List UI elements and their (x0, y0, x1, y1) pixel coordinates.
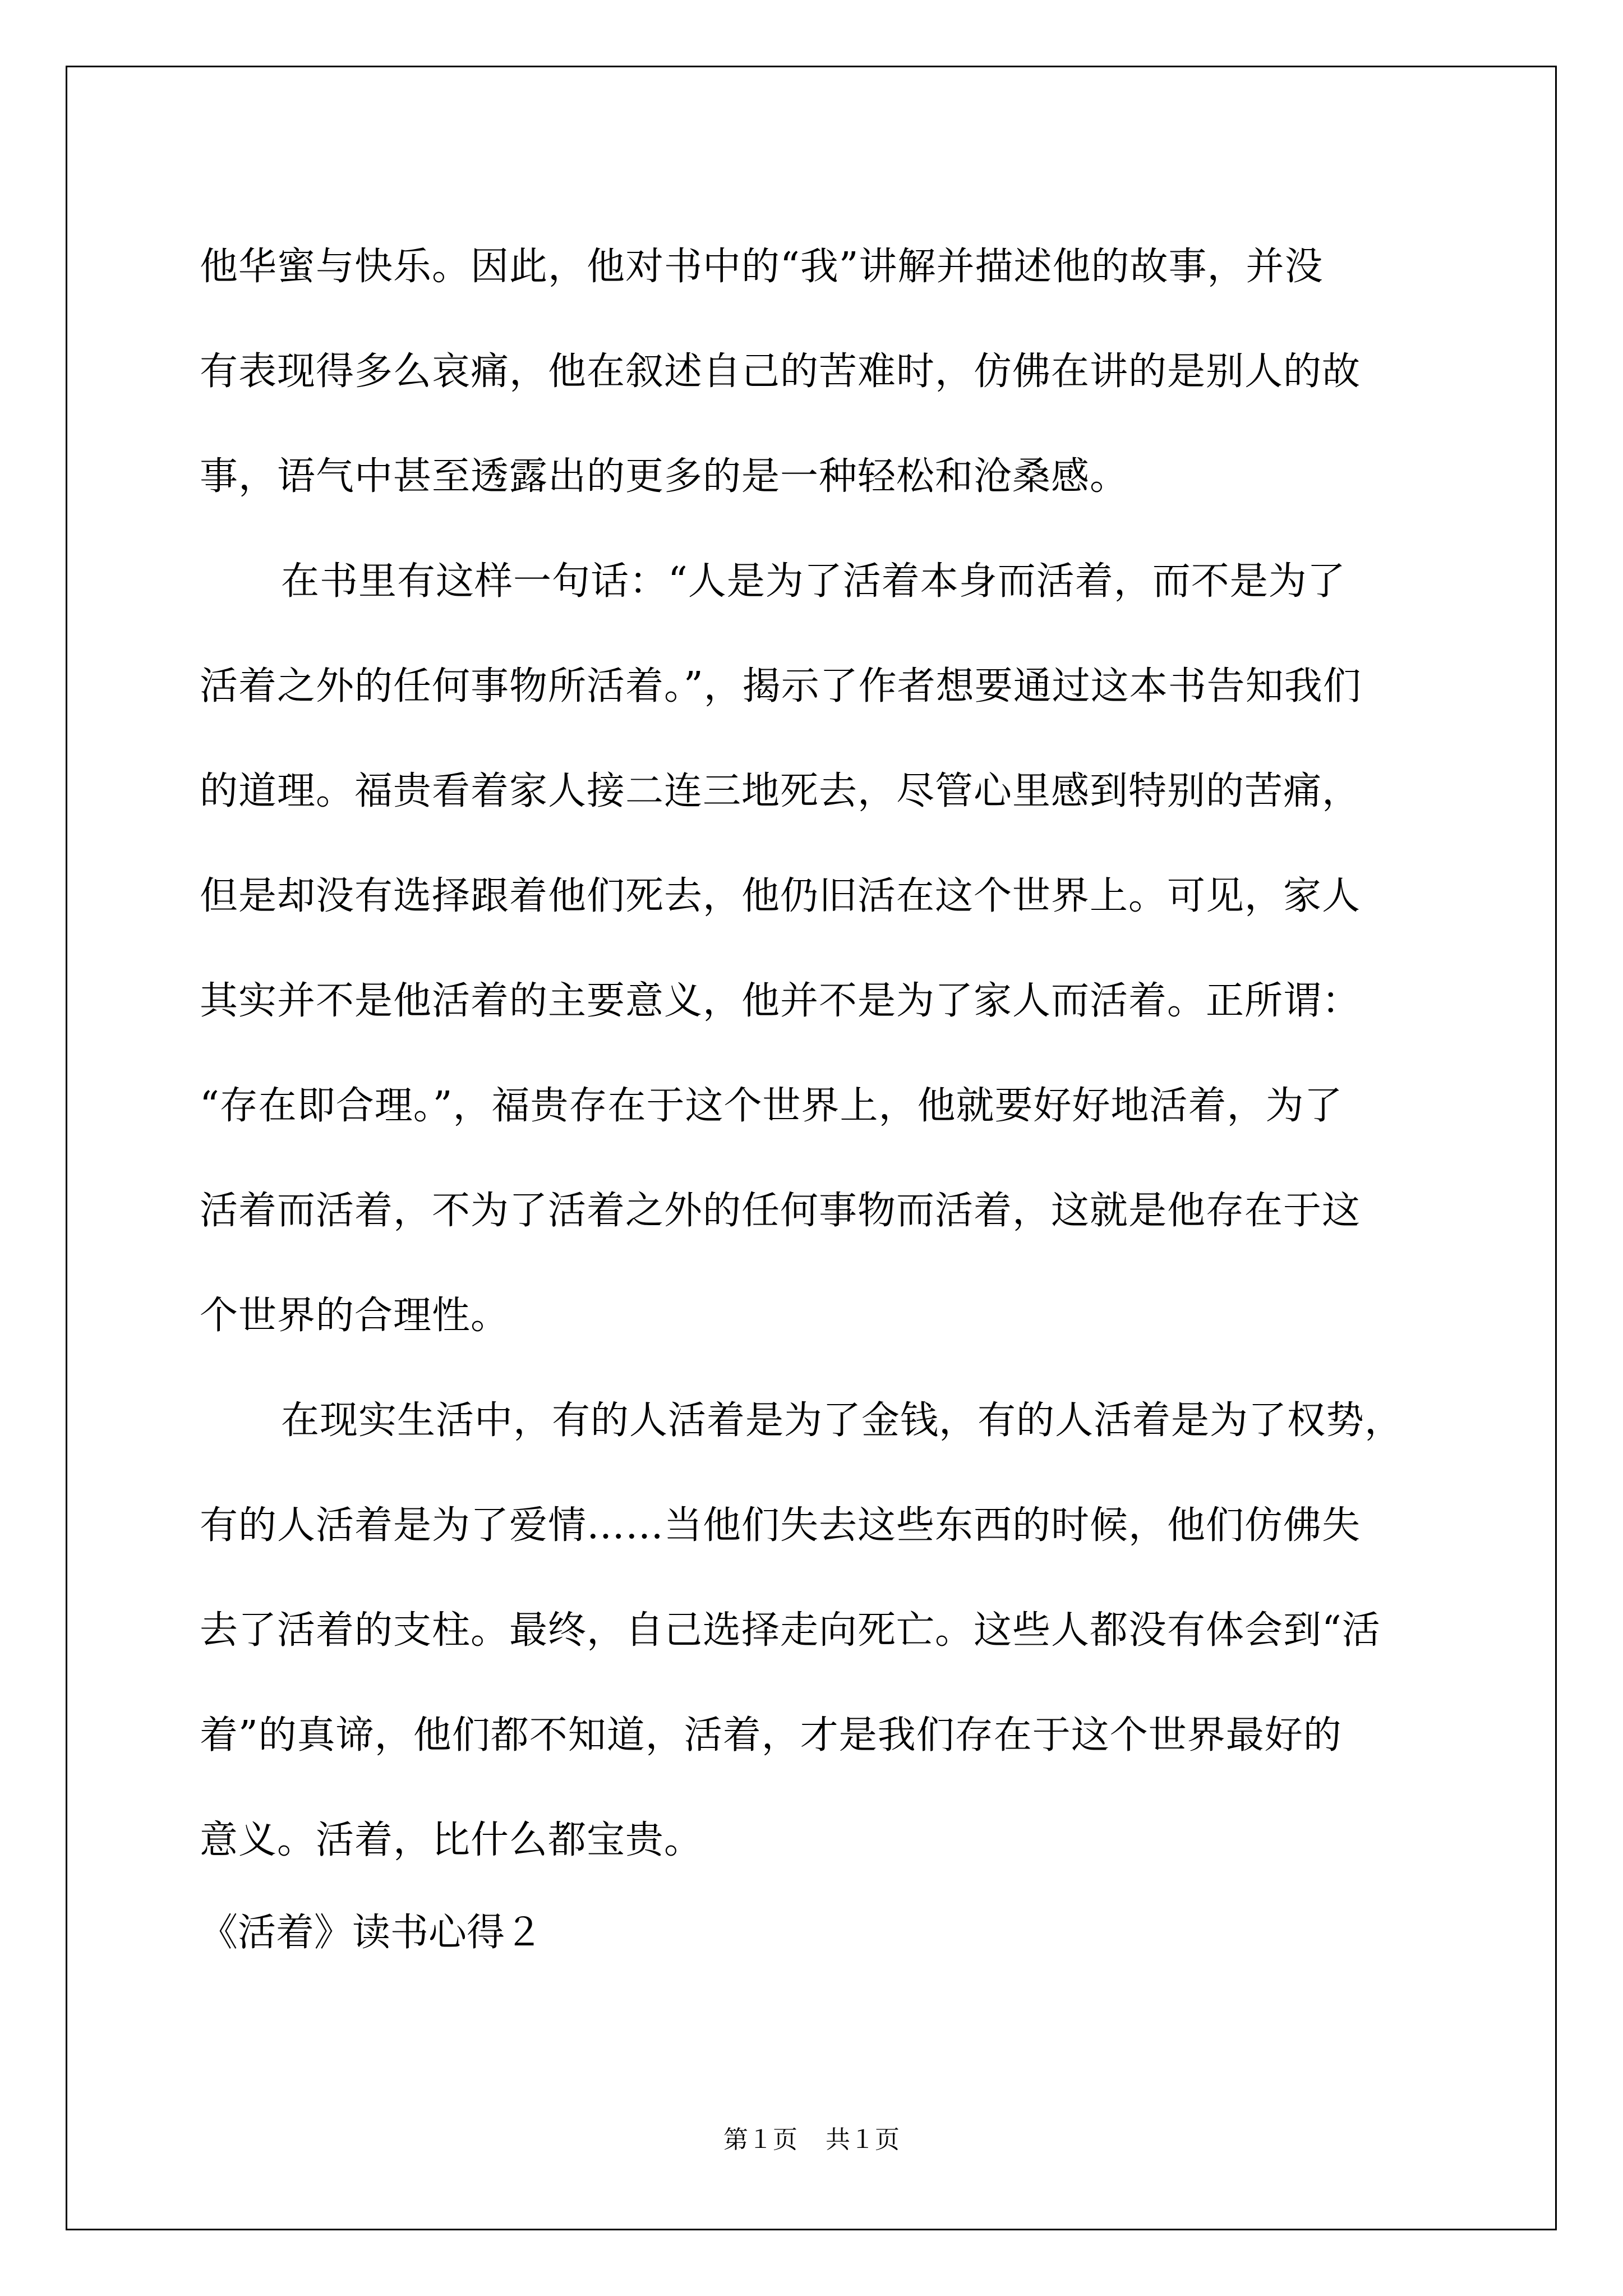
text-line: “存在即合理。”，福贵存在于这个世界上，他就要好好地活着，为了 (200, 1084, 1343, 1128)
page-footer (0, 2119, 1623, 2155)
page-number-current: 第１页 (723, 2125, 797, 2154)
paragraph-start-line: 在书里有这样一句话：“人是为了活着本身而活着，而不是为了 (281, 559, 1346, 604)
page-number-total: 共１页 (826, 2125, 900, 2154)
text-line: 活着而活着，不为了活着之外的任何事物而活着，这就是他存在于这 (200, 1189, 1361, 1233)
text-line: 的道理。福贵看着家人接二连三地死去，尽管心里感到特别的苦痛， (200, 769, 1361, 813)
text-line: 其实并不是他活着的主要意义，他并不是为了家人而活着。正所谓： (200, 979, 1361, 1023)
text-line: 他华蜜与快乐。因此，他对书中的“我”讲解并描述他的故事，并没 (200, 245, 1324, 289)
text-line: 着”的真谛，他们都不知道，活着，才是我们存在于这个世界最好的 (200, 1713, 1342, 1757)
text-line: 事，语气中甚至透露出的更多的是一种轻松和沧桑感。 (200, 454, 1129, 499)
text-line: 但是却没有选择跟着他们死去，他仍旧活在这个世界上。可见，家人 (200, 874, 1361, 918)
document-body (200, 214, 1428, 1978)
paragraph-start-line: 在现实生活中，有的人活着是为了金钱，有的人活着是为了权势， (281, 1398, 1404, 1443)
text-line: 个世界的合理性。 (200, 1294, 510, 1338)
text-line: 去了活着的支柱。最终，自己选择走向死亡。这些人都没有体会到“活 (200, 1608, 1381, 1653)
text-line: 活着之外的任何事物所活着。”，揭示了作者想要通过这本书告知我们 (200, 664, 1362, 708)
section-heading: 《活着》读书心得２ (200, 1911, 543, 1955)
text-line: 有的人活着是为了爱情……当他们失去这些东西的时候，他们仿佛失 (200, 1503, 1361, 1548)
text-line: 有表现得多么哀痛，他在叙述自己的苦难时，仿佛在讲的是别人的故 (200, 349, 1361, 394)
text-line: 意义。活着，比什么都宝贵。 (200, 1818, 703, 1862)
